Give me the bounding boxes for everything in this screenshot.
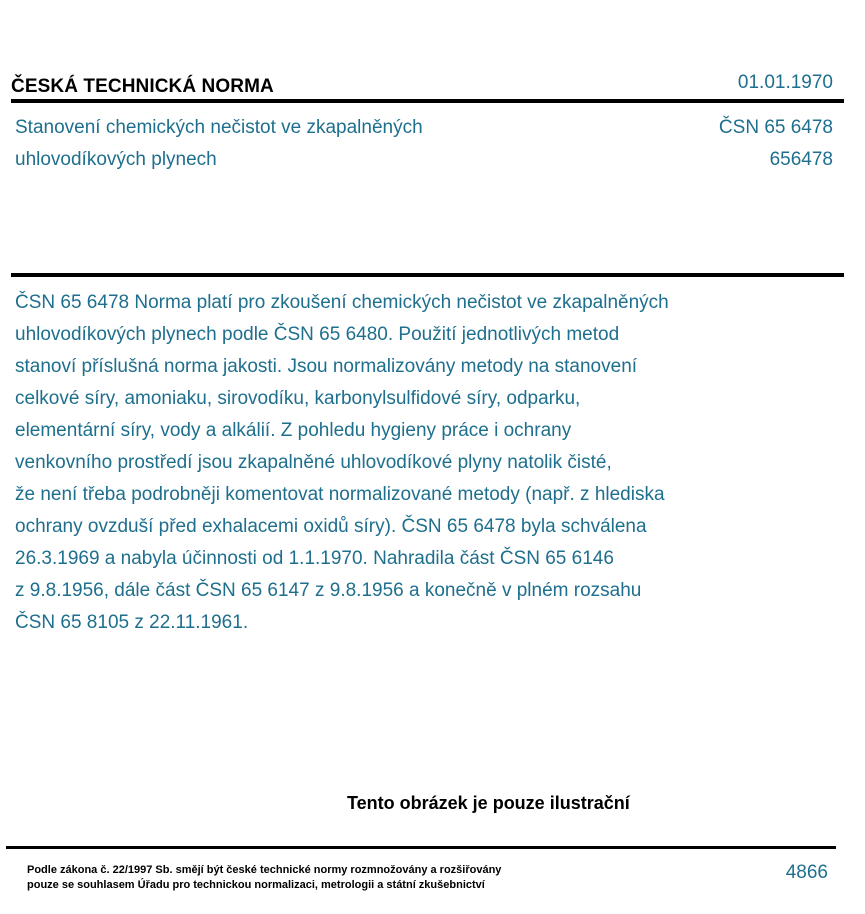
document-date: 01.01.1970 (737, 72, 833, 93)
legal-notice-line: Podle zákona č. 22/1997 Sb. smějí být české technické normy rozmnožovány a rozšiřovány (27, 864, 502, 876)
abstract-line: z 9.8.1956, dále část ČSN 65 6147 z 9.8.1956 a konečně v plném rozsahu (15, 580, 642, 601)
illustration-disclaimer: Tento obrázek je pouze ilustrační (347, 793, 630, 813)
abstract-line: ČSN 65 8105 z 22.11.1961. (15, 612, 249, 633)
abstract-text (15, 287, 805, 639)
section-divider (11, 273, 844, 277)
abstract-line: venkovního prostředí jsou zkapalněné uhlovodíkové plyny natolik čisté, (15, 452, 612, 473)
abstract-line: ochrany ovzduší před exhalacemi oxidů síry). ČSN 65 6478 byla schválena (15, 516, 647, 537)
subject-title-line2: uhlovodíkových plynech (15, 149, 217, 170)
abstract-line: stanoví příslušná norma jakosti. Jsou normalizovány metody na stanovení (15, 356, 638, 377)
abstract-line: 26.3.1969 a nabyla účinnosti od 1.1.1970. Nahradila část ČSN 65 6146 (15, 548, 614, 569)
abstract-line: ČSN 65 6478 Norma platí pro zkoušení chemických nečistot ve zkapalněných (15, 292, 669, 313)
footer-divider (6, 846, 836, 849)
catalog-number: 656478 (769, 149, 833, 170)
header-divider (11, 99, 844, 103)
legal-notice-line: pouze se souhlasem Úřadu pro technickou normalizaci, metrologii a státní zkušebnictví (27, 879, 485, 891)
abstract-line: celkové síry, amoniaku, sirovodíku, karbonylsulfidové síry, odparku, (15, 388, 581, 409)
abstract-line: uhlovodíkových plynech podle ČSN 65 6480. Použití jednotlivých metod (15, 324, 620, 345)
page-number: 4866 (785, 862, 828, 883)
document-header-title: ČESKÁ TECHNICKÁ NORMA (11, 76, 274, 97)
standard-code: ČSN 65 6478 (718, 117, 833, 138)
abstract-line: elementární síry, vody a alkálií. Z pohledu hygieny práce i ochrany (15, 420, 572, 441)
legal-notice (27, 863, 501, 893)
subject-title-line1: Stanovení chemických nečistot ve zkapalněných (15, 117, 423, 138)
abstract-line: že není třeba podrobněji komentovat normalizované metody (např. z hlediska (15, 484, 665, 505)
